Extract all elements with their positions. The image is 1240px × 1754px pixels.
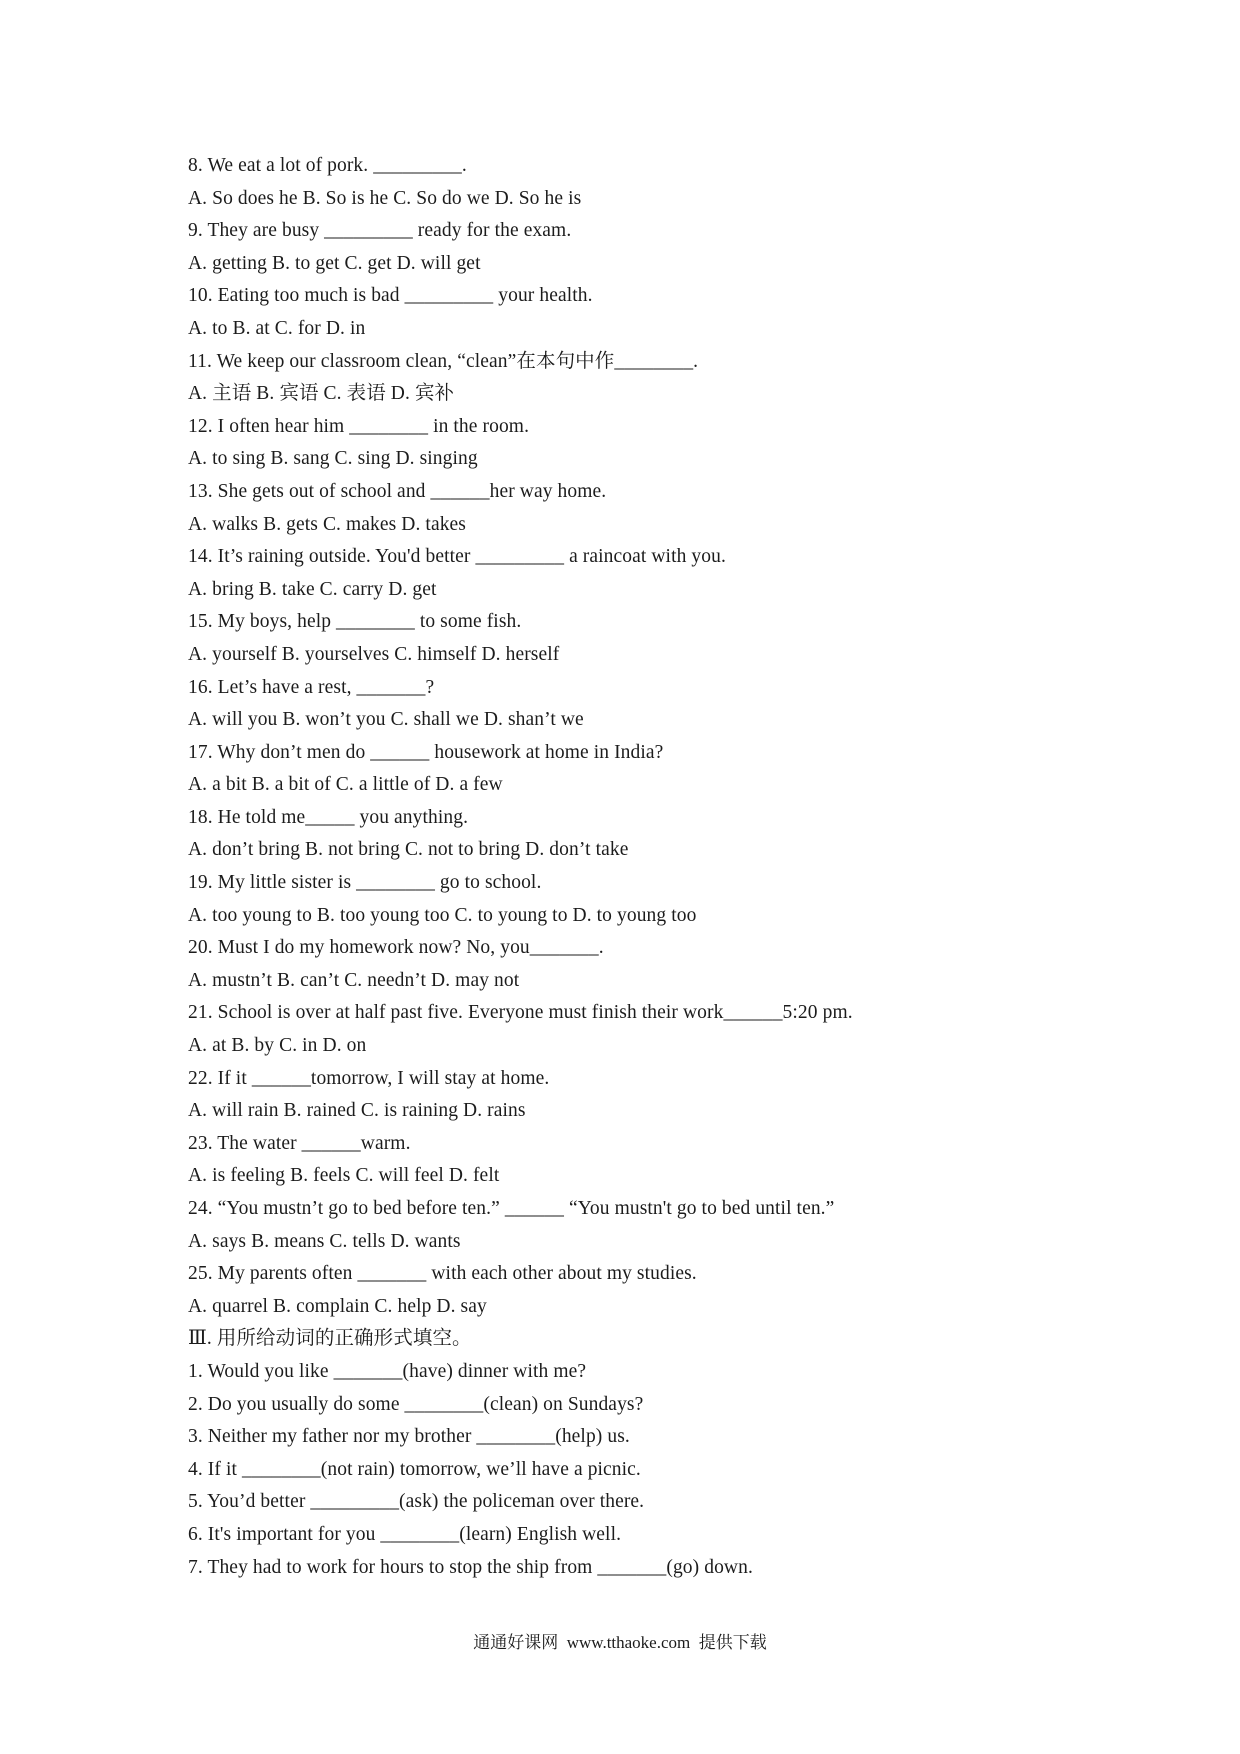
exercise-content	[188, 150, 1088, 1584]
question-11: 11. We keep our classroom clean, “clean”在本句中作________.	[188, 350, 699, 372]
question-20-options: A. mustn’t B. can’t C. needn’t D. may not	[188, 969, 520, 991]
fill-in-3: 3. Neither my father nor my brother ________(help) us.	[188, 1426, 630, 1448]
question-25: 25. My parents often _______ with each other about my studies.	[188, 1263, 697, 1285]
fill-in-6: 6. It's important for you ________(learn) English well.	[188, 1523, 622, 1545]
question-24-options: A. says B. means C. tells D. wants	[188, 1230, 461, 1252]
question-21-options: A. at B. by C. in D. on	[188, 1035, 367, 1057]
question-17: 17. Why don’t men do ______ housework at home in India?	[188, 741, 664, 763]
fill-in-2: 2. Do you usually do some ________(clean) on Sundays?	[188, 1393, 644, 1415]
question-18-options: A. don’t bring B. not bring C. not to bring D. don’t take	[188, 839, 629, 861]
fill-in-4: 4. If it ________(not rain) tomorrow, we’ll have a picnic.	[188, 1458, 641, 1480]
question-15: 15. My boys, help ________ to some fish.	[188, 611, 522, 633]
question-25-options: A. quarrel B. complain C. help D. say	[188, 1295, 487, 1317]
question-9-options: A. getting B. to get C. get D. will get	[188, 252, 481, 274]
question-14: 14. It’s raining outside. You'd better _________ a raincoat with you.	[188, 546, 726, 568]
question-16: 16. Let’s have a rest, _______?	[188, 676, 435, 698]
section-heading: Ⅲ. 用所给动词的正确形式填空。	[188, 1328, 472, 1350]
question-23: 23. The water ______warm.	[188, 1132, 411, 1154]
question-18: 18. He told me_____ you anything.	[188, 806, 469, 828]
question-19-options: A. too young to B. too young too C. to young to D. to young too	[188, 904, 697, 926]
question-17-options: A. a bit B. a bit of C. a little of D. a few	[188, 774, 503, 796]
question-11-options: A. 主语 B. 宾语 C. 表语 D. 宾补	[188, 383, 455, 405]
fill-in-1: 1. Would you like _______(have) dinner with me?	[188, 1360, 587, 1382]
question-14-options: A. bring B. take C. carry D. get	[188, 578, 437, 600]
question-24: 24. “You mustn’t go to bed before ten.” ______ “You mustn't go to bed until ten.”	[188, 1198, 835, 1219]
fill-in-7: 7. They had to work for hours to stop the ship from _______(go) down.	[188, 1556, 753, 1578]
question-9: 9. They are busy _________ ready for the exam.	[188, 220, 572, 242]
question-13: 13. She gets out of school and ______her way home.	[188, 480, 607, 502]
question-22: 22. If it ______tomorrow, I will stay at home.	[188, 1067, 550, 1089]
question-10: 10. Eating too much is bad _________ your health.	[188, 285, 593, 307]
question-10-options: A. to B. at C. for D. in	[188, 317, 366, 339]
question-13-options: A. walks B. gets C. makes D. takes	[188, 513, 466, 535]
question-22-options: A. will rain B. rained C. is raining D. rains	[188, 1100, 526, 1122]
question-12: 12. I often hear him ________ in the room.	[188, 415, 530, 437]
page-footer: 通通好课网 www.tthaoke.com 提供下载	[473, 1633, 767, 1652]
question-15-options: A. yourself B. yourselves C. himself D. herself	[188, 643, 560, 665]
question-21: 21. School is over at half past five. Everyone must finish their work______5:20 pm.	[188, 1002, 853, 1024]
question-8-options: A. So does he B. So is he C. So do we D. So he is	[188, 187, 582, 209]
question-20: 20. Must I do my homework now? No, you_______.	[188, 937, 604, 959]
question-23-options: A. is feeling B. feels C. will feel D. felt	[188, 1165, 500, 1187]
question-12-options: A. to sing B. sang C. sing D. singing	[188, 448, 478, 470]
fill-in-5: 5. You’d better _________(ask) the policeman over there.	[188, 1491, 645, 1513]
question-16-options: A. will you B. won’t you C. shall we D. shan’t we	[188, 709, 584, 731]
question-8: 8. We eat a lot of pork. _________.	[188, 155, 467, 176]
question-19: 19. My little sister is ________ go to school.	[188, 872, 542, 894]
